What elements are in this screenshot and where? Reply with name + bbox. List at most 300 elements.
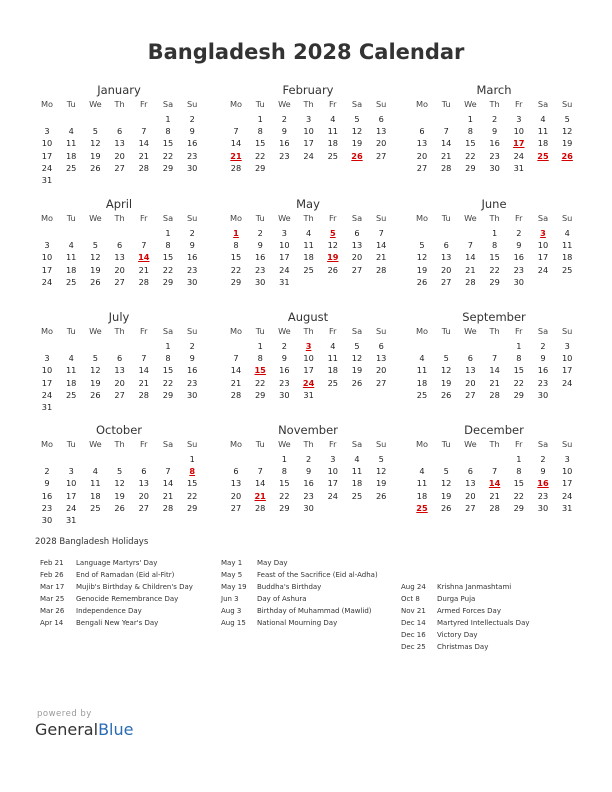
day-cell: 12	[561, 126, 573, 137]
holiday-name: Bengali New Year's Day	[76, 619, 159, 627]
day-cell: 2	[189, 341, 195, 351]
day-cell: 28	[489, 502, 500, 513]
day-cell: 28	[465, 276, 476, 287]
weekday-header: Sa	[537, 99, 549, 109]
holiday-item	[40, 619, 230, 631]
holiday-date: Feb 26	[40, 571, 64, 579]
weekday-header: Fr	[329, 99, 337, 109]
day-cell: 31	[561, 502, 573, 513]
day-cell: 10	[279, 240, 290, 251]
day-cell: 9	[281, 353, 287, 364]
day-cell: 19	[90, 264, 101, 275]
weekday-header: Su	[561, 326, 573, 336]
day-cell: 20	[114, 150, 125, 161]
generalblue-logo[interactable]	[35, 720, 133, 739]
day-cell: 24	[41, 162, 53, 173]
day-cell: 4	[330, 341, 336, 351]
day-cell: 9	[540, 466, 546, 477]
day-cell: 8	[165, 353, 171, 364]
day-cell: 13	[375, 353, 387, 364]
day-cell: 8	[257, 126, 263, 137]
day-cell: 22	[230, 264, 242, 275]
holiday-item	[40, 595, 230, 607]
day-cell: 30	[186, 276, 198, 287]
day-cell: 29	[465, 162, 476, 173]
day-cell: 12	[90, 138, 101, 149]
weekday-header: Th	[114, 439, 125, 449]
day-cell: 28	[489, 389, 500, 400]
holiday-item	[221, 619, 411, 631]
day-cell: 7	[467, 240, 473, 251]
day-cell: 2	[189, 114, 195, 124]
day-cell: 19	[440, 377, 452, 388]
day-cell: 8	[467, 126, 473, 137]
day-cell: 1	[189, 454, 195, 464]
weekday-header: We	[89, 326, 102, 336]
holiday-day-cell: 8	[189, 466, 196, 477]
day-cell: 21	[489, 490, 500, 501]
day-cell: 17	[561, 365, 573, 376]
holiday-item	[40, 571, 230, 583]
day-cell: 24	[279, 264, 290, 275]
holiday-day-cell: 25	[537, 150, 549, 161]
weekday-header: Su	[186, 326, 198, 336]
day-cell: 2	[491, 114, 498, 124]
day-cell: 28	[230, 162, 242, 173]
weekday-header: Sa	[351, 99, 363, 109]
day-cell: 13	[114, 138, 125, 149]
day-cell: 4	[419, 353, 425, 364]
holiday-name: Genocide Remembrance Day	[76, 595, 179, 603]
day-cell: 22	[513, 377, 524, 388]
holiday-date: Dec 14	[401, 619, 426, 627]
day-cell: 7	[141, 240, 147, 251]
day-cell: 8	[491, 240, 498, 251]
day-cell: 23	[279, 377, 290, 388]
day-cell: 20	[114, 377, 125, 388]
weekday-header: We	[89, 99, 102, 109]
day-cell: 7	[233, 126, 239, 137]
day-cell: 5	[92, 353, 98, 364]
day-cell: 24	[65, 502, 77, 513]
day-cell: 9	[44, 478, 50, 489]
weekday-header: Sa	[162, 99, 174, 109]
holiday-day-cell: 3	[540, 228, 546, 238]
weekday-header: Sa	[537, 326, 549, 336]
day-cell: 26	[440, 502, 452, 513]
day-cell: 26	[90, 389, 101, 400]
day-cell: 20	[230, 490, 242, 501]
day-cell: 28	[138, 276, 149, 287]
day-cell: 14	[230, 138, 242, 149]
day-cell: 10	[303, 353, 314, 364]
weekday-header: Su	[561, 99, 573, 109]
holiday-date: Apr 14	[40, 619, 64, 627]
day-cell: 26	[90, 162, 101, 173]
day-cell: 15	[254, 138, 266, 149]
holiday-item	[401, 619, 591, 631]
day-cell: 1	[491, 228, 498, 238]
weekday-header: We	[278, 213, 291, 223]
day-cell: 2	[516, 228, 522, 238]
holiday-date: Dec 16	[401, 631, 426, 639]
day-cell: 12	[416, 252, 428, 263]
day-cell: 13	[114, 365, 125, 376]
month-name: June	[481, 197, 507, 211]
weekday-header: Th	[489, 213, 500, 223]
holiday-date: Mar 17	[40, 583, 65, 591]
day-cell: 18	[65, 264, 77, 275]
day-cell: 19	[90, 150, 101, 161]
day-cell: 2	[44, 466, 50, 477]
day-cell: 11	[90, 478, 101, 489]
weekday-header: Tu	[66, 439, 76, 449]
day-cell: 12	[90, 252, 101, 263]
day-cell: 1	[257, 341, 263, 351]
weekday-header: Sa	[162, 213, 174, 223]
day-cell: 18	[65, 150, 77, 161]
day-cell: 11	[416, 365, 428, 376]
day-cell: 23	[489, 150, 500, 161]
weekday-header: Tu	[441, 439, 451, 449]
day-cell: 3	[564, 454, 570, 464]
day-cell: 23	[513, 264, 524, 275]
weekday-header: Th	[114, 213, 125, 223]
day-cell: 26	[90, 276, 101, 287]
day-cell: 15	[162, 365, 174, 376]
day-cell: 9	[257, 240, 263, 251]
day-cell: 11	[327, 353, 338, 364]
day-cell: 13	[138, 478, 149, 489]
day-cell: 6	[443, 240, 449, 251]
day-cell: 25	[303, 264, 314, 275]
day-cell: 25	[327, 150, 338, 161]
weekday-header: Sa	[351, 439, 363, 449]
day-cell: 6	[378, 114, 384, 124]
holiday-item	[401, 583, 591, 595]
day-cell: 16	[279, 138, 290, 149]
day-cell: 1	[165, 114, 171, 124]
day-cell: 11	[65, 138, 77, 149]
day-cell: 25	[65, 389, 77, 400]
month-name: January	[97, 83, 141, 97]
day-cell: 24	[303, 150, 314, 161]
day-cell: 27	[138, 502, 149, 513]
day-cell: 1	[467, 114, 473, 124]
day-cell: 19	[375, 478, 387, 489]
day-cell: 15	[513, 478, 524, 489]
weekday-header: Su	[561, 439, 573, 449]
holiday-name: Martyred Intellectuals Day	[437, 619, 530, 627]
day-cell: 26	[351, 377, 363, 388]
holiday-name: Durga Puja	[437, 595, 476, 603]
holiday-name: Feast of the Sacrifice (Eid al-Adha)	[257, 571, 378, 579]
month-name: November	[278, 423, 338, 437]
day-cell: 25	[416, 389, 428, 400]
day-cell: 16	[489, 138, 500, 149]
day-cell: 4	[305, 228, 312, 238]
day-cell: 23	[537, 377, 549, 388]
day-cell: 10	[41, 138, 53, 149]
weekday-header: Fr	[515, 99, 523, 109]
day-cell: 15	[279, 478, 290, 489]
day-cell: 16	[513, 252, 524, 263]
day-cell: 23	[279, 150, 290, 161]
day-cell: 20	[465, 490, 476, 501]
day-cell: 12	[114, 478, 125, 489]
day-cell: 5	[92, 126, 98, 137]
day-cell: 16	[186, 365, 198, 376]
day-cell: 18	[351, 478, 363, 489]
day-cell: 9	[189, 353, 195, 364]
day-cell: 28	[375, 264, 387, 275]
weekday-header: We	[278, 99, 291, 109]
weekday-header: Tu	[255, 99, 265, 109]
day-cell: 18	[90, 490, 101, 501]
month-name: September	[462, 310, 526, 324]
day-cell: 24	[41, 389, 53, 400]
day-cell: 30	[303, 502, 314, 513]
day-cell: 6	[141, 466, 147, 477]
day-cell: 19	[416, 264, 428, 275]
day-cell: 7	[491, 466, 498, 477]
day-cell: 10	[41, 365, 53, 376]
holiday-date: Aug 15	[221, 619, 246, 627]
day-cell: 15	[230, 252, 242, 263]
day-cell: 7	[378, 228, 384, 238]
day-cell: 3	[44, 240, 50, 251]
day-cell: 18	[327, 365, 338, 376]
day-cell: 26	[327, 264, 338, 275]
day-cell: 26	[440, 389, 452, 400]
day-cell: 9	[281, 126, 287, 137]
day-cell: 29	[513, 389, 524, 400]
holiday-date: Mar 26	[40, 607, 65, 615]
day-cell: 21	[162, 490, 174, 501]
day-cell: 21	[489, 377, 500, 388]
day-cell: 21	[230, 377, 242, 388]
day-cell: 15	[465, 138, 476, 149]
day-cell: 30	[41, 515, 53, 525]
day-cell: 12	[351, 126, 363, 137]
day-cell: 19	[561, 138, 573, 149]
day-cell: 16	[537, 365, 549, 376]
day-cell: 27	[416, 162, 428, 173]
weekday-header: Su	[186, 439, 198, 449]
day-cell: 31	[513, 162, 524, 173]
day-cell: 13	[375, 126, 387, 137]
day-cell: 28	[138, 162, 149, 173]
day-cell: 11	[65, 365, 77, 376]
day-cell: 29	[254, 389, 266, 400]
day-cell: 4	[68, 353, 74, 364]
weekday-header: Th	[489, 99, 500, 109]
day-cell: 29	[162, 162, 174, 173]
weekday-header: Th	[303, 213, 314, 223]
month-name: October	[95, 423, 143, 437]
day-cell: 29	[489, 276, 500, 287]
weekday-header: We	[464, 213, 477, 223]
day-cell: 17	[41, 264, 53, 275]
holiday-name: End of Ramadan (Eid al-Fitr)	[76, 571, 175, 579]
day-cell: 22	[254, 377, 266, 388]
day-cell: 4	[68, 126, 74, 137]
holiday-day-cell: 1	[233, 228, 239, 238]
weekday-header: Su	[186, 99, 198, 109]
weekday-header: Th	[114, 99, 125, 109]
day-cell: 21	[138, 377, 149, 388]
day-cell: 31	[303, 389, 314, 400]
day-cell: 12	[351, 353, 363, 364]
weekday-header: Sa	[162, 326, 174, 336]
day-cell: 14	[465, 252, 476, 263]
weekday-header: Mo	[415, 439, 429, 449]
day-cell: 7	[141, 353, 147, 364]
day-cell: 18	[561, 252, 573, 263]
day-cell: 16	[279, 365, 290, 376]
day-cell: 22	[254, 150, 266, 161]
day-cell: 27	[465, 502, 476, 513]
day-cell: 23	[303, 490, 314, 501]
weekday-header: Tu	[66, 326, 76, 336]
day-cell: 24	[561, 490, 573, 501]
day-cell: 20	[114, 264, 125, 275]
day-cell: 1	[257, 114, 263, 124]
day-cell: 2	[540, 341, 546, 351]
holiday-column	[401, 583, 591, 655]
day-cell: 5	[419, 240, 425, 251]
day-cell: 13	[465, 365, 476, 376]
day-cell: 22	[465, 150, 476, 161]
month-name: February	[282, 83, 334, 97]
holiday-name: May Day	[257, 559, 288, 567]
day-cell: 20	[351, 252, 363, 263]
day-cell: 30	[537, 389, 549, 400]
day-cell: 15	[489, 252, 500, 263]
day-cell: 5	[354, 114, 360, 124]
day-cell: 14	[375, 240, 387, 251]
day-cell: 3	[44, 353, 50, 364]
day-cell: 9	[540, 353, 546, 364]
day-cell: 8	[165, 240, 171, 251]
powered-by-label: powered by	[37, 709, 92, 719]
day-cell: 20	[416, 150, 428, 161]
holiday-date: Aug 24	[401, 583, 426, 591]
day-cell: 12	[440, 365, 452, 376]
day-cell: 10	[303, 126, 314, 137]
month-name: May	[296, 197, 320, 211]
day-cell: 27	[114, 162, 125, 173]
weekday-header: Fr	[329, 326, 337, 336]
day-cell: 5	[92, 240, 98, 251]
day-cell: 20	[465, 377, 476, 388]
day-cell: 3	[516, 114, 522, 124]
month-name: April	[105, 197, 133, 211]
day-cell: 12	[440, 478, 452, 489]
weekday-header: Fr	[515, 439, 523, 449]
day-cell: 8	[165, 126, 171, 137]
weekday-header: Mo	[40, 213, 54, 223]
weekday-header: Su	[375, 213, 387, 223]
day-cell: 18	[65, 377, 77, 388]
holiday-name: Day of Ashura	[257, 595, 307, 603]
weekday-header: Sa	[162, 439, 174, 449]
day-cell: 26	[375, 490, 387, 501]
weekday-header: Th	[489, 439, 500, 449]
day-cell: 29	[162, 276, 174, 287]
day-cell: 3	[281, 228, 287, 238]
day-cell: 18	[416, 490, 428, 501]
day-cell: 27	[375, 150, 387, 161]
day-cell: 17	[41, 377, 53, 388]
weekday-header: Th	[114, 326, 125, 336]
day-cell: 27	[465, 389, 476, 400]
brand-blue-text: Blue	[98, 720, 134, 739]
weekday-header: Tu	[255, 213, 265, 223]
holiday-date: Aug 3	[221, 607, 242, 615]
weekday-header: Sa	[537, 213, 549, 223]
day-cell: 8	[516, 466, 522, 477]
holiday-item	[401, 631, 591, 643]
holiday-day-cell: 14	[488, 478, 501, 489]
holiday-day-cell: 15	[254, 365, 266, 376]
holiday-column	[221, 559, 411, 631]
holiday-name: Mujib's Birthday & Children's Day	[76, 583, 193, 591]
day-cell: 4	[419, 466, 425, 477]
weekday-header: Mo	[415, 326, 429, 336]
day-cell: 21	[440, 150, 452, 161]
day-cell: 30	[537, 502, 549, 513]
day-cell: 2	[540, 454, 546, 464]
weekday-header: Tu	[66, 99, 76, 109]
holiday-date: Jun 3	[221, 595, 239, 603]
day-cell: 29	[162, 389, 174, 400]
day-cell: 24	[327, 490, 338, 501]
holiday-name: Buddha's Birthday	[257, 583, 322, 591]
day-cell: 13	[440, 252, 452, 263]
weekday-header: Tu	[441, 213, 451, 223]
day-cell: 19	[351, 138, 363, 149]
holiday-item	[221, 583, 411, 595]
weekday-header: Th	[303, 99, 314, 109]
day-cell: 17	[561, 478, 573, 489]
brand-general-text: General	[35, 720, 99, 739]
day-cell: 20	[440, 264, 452, 275]
day-cell: 25	[90, 502, 101, 513]
day-cell: 8	[516, 353, 522, 364]
day-cell: 19	[114, 490, 125, 501]
weekday-header: Su	[375, 439, 387, 449]
weekday-header: Su	[375, 99, 387, 109]
holiday-item	[40, 607, 230, 619]
holiday-name: Independence Day	[76, 607, 142, 615]
day-cell: 20	[138, 490, 149, 501]
holiday-day-cell: 25	[416, 502, 428, 513]
holiday-day-cell: 17	[513, 138, 525, 149]
holiday-date: Nov 21	[401, 607, 426, 615]
holiday-name: National Mourning Day	[257, 619, 338, 627]
day-cell: 27	[375, 377, 387, 388]
day-cell: 10	[327, 466, 338, 477]
weekday-header: Fr	[329, 439, 337, 449]
holiday-item	[401, 595, 591, 607]
day-cell: 25	[65, 162, 77, 173]
day-cell: 11	[416, 478, 428, 489]
day-cell: 22	[489, 264, 500, 275]
day-cell: 13	[465, 478, 476, 489]
weekday-header: Mo	[40, 439, 54, 449]
holiday-name: Language Martyrs' Day	[76, 559, 158, 567]
